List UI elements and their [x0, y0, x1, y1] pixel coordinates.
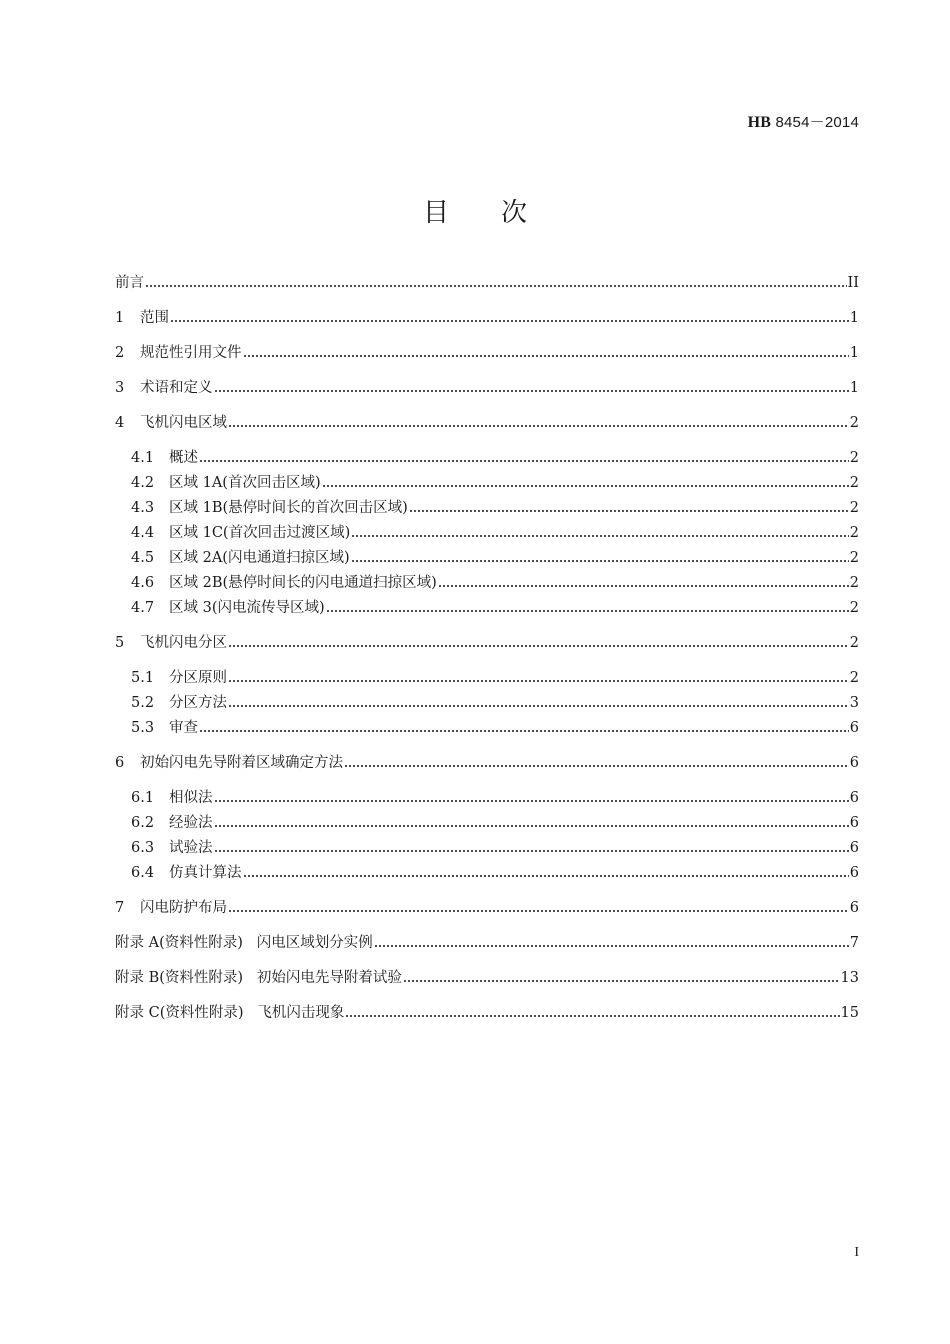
code-prefix: HB: [747, 114, 772, 131]
toc-entry[interactable]: [131, 862, 859, 884]
toc-entry-number: 1: [115, 310, 125, 326]
toc-entry-label: 区域 2B(悬停时间长的闪电通道扫掠区域): [169, 575, 437, 591]
toc-entry-number: 5.2: [131, 695, 155, 711]
toc-entry[interactable]: [131, 667, 859, 689]
toc-entry[interactable]: [131, 447, 859, 469]
toc-entry-page: 2: [849, 525, 859, 541]
toc-entry[interactable]: [115, 897, 859, 919]
toc-entry-page: 6: [849, 900, 859, 916]
toc-entry-page: 2: [849, 550, 859, 566]
toc-entry[interactable]: [131, 717, 859, 739]
dot-leader: [214, 812, 849, 834]
toc-entry-label: 飞机闪电分区: [140, 635, 227, 651]
toc-entry-page: 2: [849, 600, 859, 616]
dot-leader: [199, 717, 849, 739]
toc-entry-label: 术语和定义: [140, 380, 213, 396]
dot-leader: [170, 307, 849, 329]
toc-entry-label: 试验法: [169, 840, 213, 856]
dot-leader: [228, 897, 849, 919]
toc-entry-label: 区域 3(闪电流传导区域): [169, 600, 325, 616]
toc-entry[interactable]: [115, 932, 859, 954]
dot-leader: [344, 752, 849, 774]
toc-entry[interactable]: [131, 812, 859, 834]
dot-leader: [322, 472, 849, 494]
toc-entry-label: 区域 2A(闪电通道扫掠区域): [169, 550, 350, 566]
dot-leader: [409, 497, 849, 519]
dot-leader: [351, 522, 849, 544]
toc-entry-label: 规范性引用文件: [140, 345, 242, 361]
toc-entry[interactable]: [115, 307, 859, 329]
toc-entry-label: 附录 A(资料性附录) 闪电区域划分实例: [115, 935, 373, 951]
toc-entry-label: 分区原则: [169, 670, 227, 686]
toc-entry-label: 附录 B(资料性附录) 初始闪电先导附着试验: [115, 970, 402, 986]
toc-entry[interactable]: [115, 632, 859, 654]
toc-entry[interactable]: [115, 967, 859, 989]
toc-entry-page: 6: [849, 720, 859, 736]
toc-entry-number: 5.1: [131, 670, 155, 686]
dot-leader: [228, 632, 849, 654]
toc-entry-page: 2: [849, 500, 859, 516]
toc-entry-label: 范围: [140, 310, 169, 326]
toc-entry-page: 2: [849, 415, 859, 431]
toc-entry-page: 2: [849, 475, 859, 491]
toc-entry-page: II: [847, 275, 859, 291]
dot-leader: [214, 377, 849, 399]
page-number: I: [854, 1245, 859, 1260]
toc-entry-label: 区域 1B(悬停时间长的首次回击区域): [169, 500, 408, 516]
toc-entry-page: 6: [849, 815, 859, 831]
toc-entry-number: 6.4: [131, 865, 155, 881]
toc-entry-label: 概述: [169, 450, 198, 466]
dot-leader: [214, 837, 849, 859]
toc-entry[interactable]: [115, 272, 859, 294]
toc-entry-number: 6: [115, 755, 125, 771]
toc-entry-number: 6.2: [131, 815, 155, 831]
toc-entry-label: 飞机闪电区域: [140, 415, 227, 431]
toc-entry-number: 4.7: [131, 600, 155, 616]
toc-entry-page: 2: [849, 635, 859, 651]
toc-entry-number: 4.3: [131, 500, 155, 516]
toc-entry-number: 4.2: [131, 475, 155, 491]
toc-entry[interactable]: [131, 547, 859, 569]
toc-entry-label: 仿真计算法: [169, 865, 242, 881]
toc-entry-page: 3: [849, 695, 859, 711]
toc-entry-label: 区域 1C(首次回击过渡区域): [169, 525, 351, 541]
toc-entry[interactable]: [131, 597, 859, 619]
dot-leader: [243, 862, 849, 884]
toc-entry-page: 6: [849, 840, 859, 856]
toc-entry-page: 7: [849, 935, 859, 951]
toc-entry[interactable]: [131, 497, 859, 519]
toc-entry-page: 15: [840, 1005, 859, 1021]
dot-leader: [374, 932, 849, 954]
toc-entry-number: 6.1: [131, 790, 155, 806]
toc-entry-label: 前言: [115, 275, 144, 291]
toc-entry[interactable]: [131, 522, 859, 544]
toc-entry[interactable]: [131, 472, 859, 494]
toc-entry-number: 3: [115, 380, 125, 396]
dot-leader: [438, 572, 849, 594]
page-title: 目次: [422, 198, 579, 228]
toc-entry-number: 4.6: [131, 575, 155, 591]
toc-entry-label: 闪电防护布局: [140, 900, 227, 916]
toc-entry[interactable]: [115, 377, 859, 399]
dot-leader: [243, 342, 849, 364]
toc-entry-number: 6.3: [131, 840, 155, 856]
toc-entry-label: 审查: [169, 720, 198, 736]
dot-leader: [228, 412, 849, 434]
toc-entry[interactable]: [131, 692, 859, 714]
toc-entry-page: 6: [849, 865, 859, 881]
toc-entry[interactable]: [115, 412, 859, 434]
toc-entry-label: 分区方法: [169, 695, 227, 711]
toc-entry-page: 2: [849, 575, 859, 591]
toc-entry[interactable]: [115, 1002, 859, 1024]
dot-leader: [199, 447, 849, 469]
toc-entry-page: 13: [840, 970, 859, 986]
toc-entry[interactable]: [131, 837, 859, 859]
document-code: [748, 111, 859, 132]
toc-entry-number: 4.5: [131, 550, 155, 566]
toc-entry-page: 2: [849, 450, 859, 466]
toc-entry[interactable]: [131, 572, 859, 594]
toc-entry-page: 2: [849, 670, 859, 686]
code-number: 8454－2014: [771, 114, 859, 131]
dot-leader: [345, 1002, 839, 1024]
toc-entry-number: 4.4: [131, 525, 155, 541]
toc-entry-label: 附录 C(资料性附录) 飞机闪击现象: [115, 1005, 345, 1021]
dot-leader: [145, 272, 847, 294]
toc-entry-label: 初始闪电先导附着区域确定方法: [140, 755, 343, 771]
dot-leader: [228, 667, 849, 689]
dot-leader: [403, 967, 840, 989]
toc-entry-number: 5: [115, 635, 125, 651]
dot-leader: [228, 692, 849, 714]
dot-leader: [351, 547, 849, 569]
toc-entry[interactable]: [115, 752, 859, 774]
toc-entry-number: 4: [115, 415, 125, 431]
toc-entry[interactable]: [115, 342, 859, 364]
toc-entry-page: 6: [849, 790, 859, 806]
toc-entry[interactable]: [131, 787, 859, 809]
toc-entry-page: 1: [849, 380, 859, 396]
toc-entry-page: 6: [849, 755, 859, 771]
toc-entry-number: 4.1: [131, 450, 155, 466]
dot-leader: [214, 787, 849, 809]
dot-leader: [326, 597, 849, 619]
toc-entry-label: 经验法: [169, 815, 213, 831]
toc-entry-label: 相似法: [169, 790, 213, 806]
toc-entry-number: 7: [115, 900, 125, 916]
toc-entry-number: 2: [115, 345, 125, 361]
toc-entry-number: 5.3: [131, 720, 155, 736]
toc-entry-label: 区域 1A(首次回击区域): [169, 475, 321, 491]
toc-entry-page: 1: [849, 310, 859, 326]
toc-entry-page: 1: [849, 345, 859, 361]
